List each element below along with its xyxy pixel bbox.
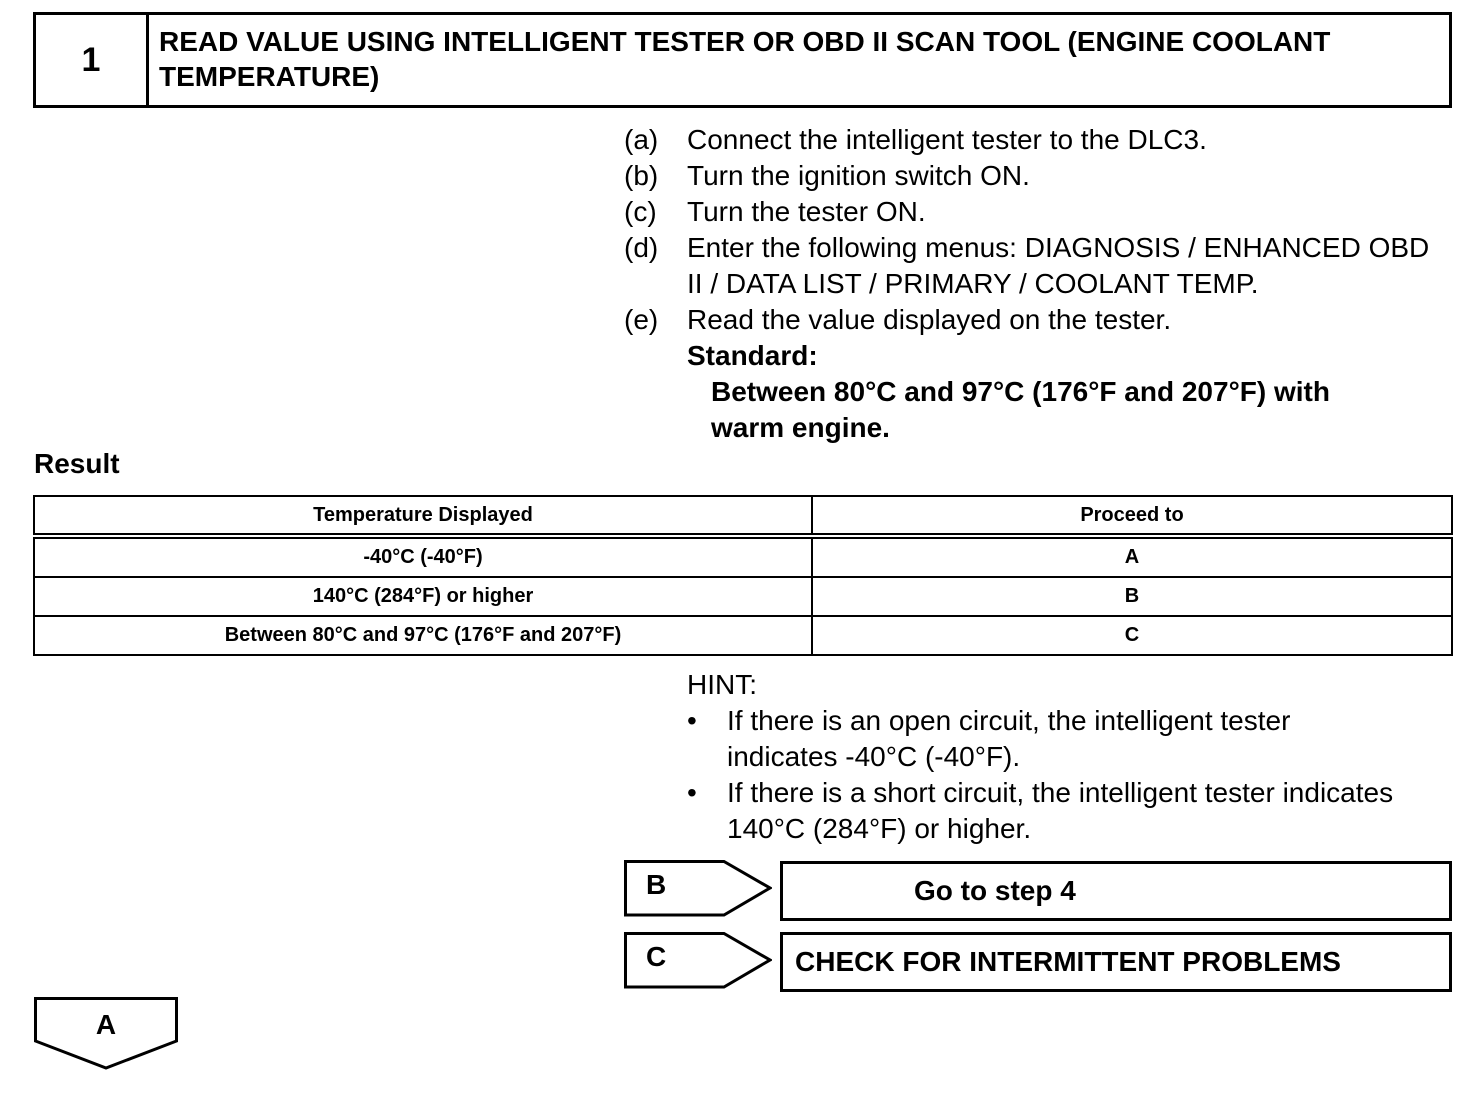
branch-a-letter: A	[95, 1009, 117, 1040]
result-table	[33, 495, 1453, 656]
hint-text-line2: 140°C (284°F) or higher.	[727, 813, 1032, 844]
branch-c-action-box	[780, 932, 1452, 992]
branch-c-letter: C	[646, 941, 667, 972]
table-row	[34, 616, 1452, 655]
table-header-row	[34, 496, 1452, 536]
instruction-item	[624, 158, 1464, 194]
hint-text-line2: indicates -40°C (-40°F).	[727, 741, 1021, 772]
standard-value-line1: Between 80°C and 97°C (176°F and 207°F) with	[711, 376, 1330, 407]
hint-title: HINT:	[687, 669, 757, 700]
bullet-icon: •	[687, 777, 697, 808]
step-title: READ VALUE USING INTELLIGENT TESTER OR OBD II SCAN TOOL (ENGINE COOLANT TEMPERATURE)	[159, 26, 1331, 92]
table-cell-temperature: Between 80°C and 97°C (176°F and 207°F)	[34, 616, 812, 655]
table-cell-temperature: 140°C (284°F) or higher	[34, 577, 812, 616]
table-row	[34, 536, 1452, 577]
branch-b-arrow	[624, 860, 772, 918]
instruction-text: Enter the following menus: DIAGNOSIS / ENHANCED OBD II / DATA LIST / PRIMARY / COOLANT TEMP.	[687, 232, 1430, 299]
column-header-proceed: Proceed to	[812, 496, 1452, 536]
instruction-label: (e)	[624, 304, 659, 335]
branch-b-letter: B	[646, 869, 667, 900]
table-row	[34, 577, 1452, 616]
instruction-text: Read the value displayed on the tester.	[687, 304, 1172, 335]
instruction-label: (a)	[624, 124, 659, 155]
instruction-item	[624, 194, 1464, 230]
instruction-text: Connect the intelligent tester to the DLC3.	[687, 124, 1207, 155]
standard-value-line2: warm engine.	[711, 412, 890, 443]
table-cell-proceed: A	[812, 536, 1452, 577]
instruction-label: (b)	[624, 160, 659, 191]
branch-c-arrow	[624, 932, 772, 990]
branch-a-arrow	[34, 997, 178, 1071]
hint-item	[687, 703, 1467, 775]
bullet-icon: •	[687, 705, 697, 736]
instruction-text: Turn the ignition switch ON.	[687, 160, 1030, 191]
step-number: 1	[36, 15, 149, 105]
hint-text-line1: If there is an open circuit, the intelligent tester	[727, 705, 1291, 736]
branch-c-action: CHECK FOR INTERMITTENT PROBLEMS	[795, 946, 1341, 977]
result-title: Result	[34, 448, 120, 479]
hint-item	[687, 775, 1467, 847]
table-cell-proceed: B	[812, 577, 1452, 616]
instruction-label: (c)	[624, 196, 657, 227]
instruction-item	[624, 122, 1464, 158]
instruction-item	[624, 230, 1464, 302]
table-cell-temperature: -40°C (-40°F)	[34, 536, 812, 577]
column-header-temperature: Temperature Displayed	[34, 496, 812, 536]
branch-b-action: Go to step 4	[914, 875, 1076, 906]
instruction-text: Turn the tester ON.	[687, 196, 926, 227]
standard-label: Standard:	[687, 340, 818, 371]
branch-b-action-box	[780, 861, 1452, 921]
instruction-list	[624, 122, 1464, 446]
instruction-label: (d)	[624, 232, 659, 263]
hint-section	[687, 667, 1467, 847]
hint-text-line1: If there is a short circuit, the intelligent tester indicates	[727, 777, 1394, 808]
instruction-item	[624, 302, 1464, 338]
step-header	[33, 12, 1452, 108]
table-cell-proceed: C	[812, 616, 1452, 655]
